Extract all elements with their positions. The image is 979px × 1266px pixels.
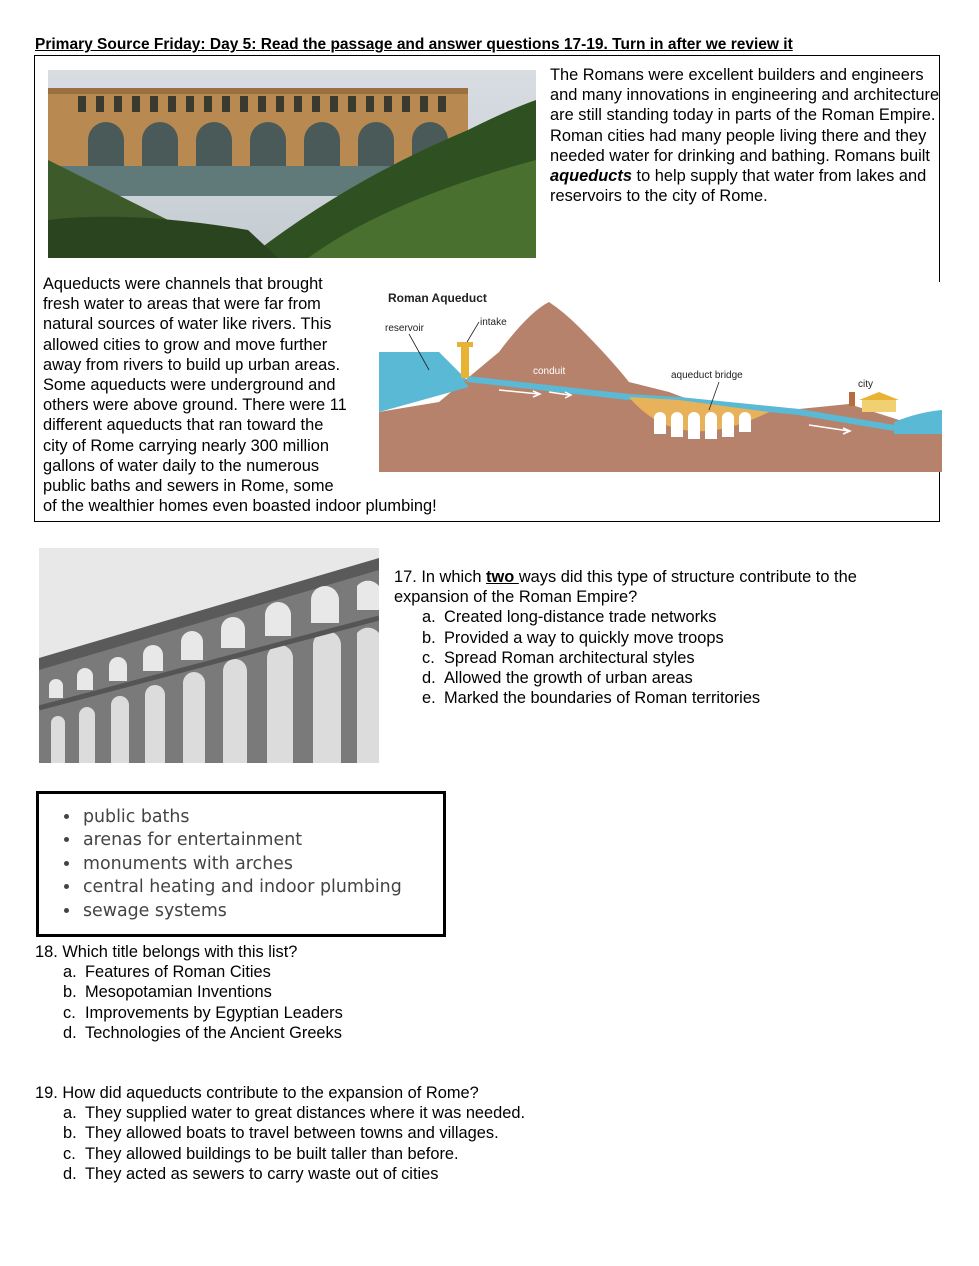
q17-option-d[interactable]: d. Allowed the growth of urban areas	[422, 669, 693, 688]
two-emphasis: two	[486, 568, 519, 586]
features-list-box	[36, 791, 446, 937]
list-item: • central heating and indoor plumbing	[81, 876, 443, 899]
q18-option-c[interactable]: c. Improvements by Egyptian Leaders	[63, 1003, 343, 1022]
question-17-prompt: 17. In which two ways did this type of structure contribute to the expansion of the Roman Empire?	[394, 568, 857, 607]
worksheet-title: Primary Source Friday: Day 5: Read the passage and answer questions 17-19. Turn in after we review it	[35, 36, 793, 53]
aqueduct-paragraph: Aqueducts were channels that brought fresh water to areas that were far from natural sources of water like rivers. This allowed cities to grow and move further away from rivers to build up urban areas. Some aqueducts were underground and others were above ground. There were 11 different aqueducts that ran toward the city of Rome carrying nearly 300 million gallons of water daily to the numerous public baths and sewers in Rome, some of the wealthier homes even boasted indoor plumbing!	[43, 275, 437, 516]
list-item: • public baths	[81, 806, 443, 829]
reservoir-label: reservoir	[385, 323, 424, 334]
q18-option-b[interactable]: b. Mesopotamian Inventions	[63, 983, 272, 1002]
q17-option-b[interactable]: b. Provided a way to quickly move troops	[422, 628, 724, 647]
list-item: • sewage systems	[81, 900, 443, 923]
q17-option-e[interactable]: e. Marked the boundaries of Roman territories	[422, 689, 761, 708]
aqueduct-arches-photo	[39, 548, 379, 763]
q19-option-a[interactable]: a. They supplied water to great distances where it was needed.	[63, 1104, 526, 1123]
roman-aqueduct-diagram	[379, 282, 942, 472]
question-17	[394, 567, 934, 708]
q19-option-d[interactable]: d. They acted as sewers to carry waste out of cities	[63, 1164, 439, 1183]
q17-option-a[interactable]: a. Created long-distance trade networks	[422, 608, 717, 627]
q17-option-c[interactable]: c. Spread Roman architectural styles	[422, 648, 695, 667]
conduit-label: conduit	[533, 366, 566, 377]
diagram-title: Roman Aqueduct	[388, 291, 487, 305]
list-item: • monuments with arches	[81, 853, 443, 876]
question-18-prompt: 18. Which title belongs with this list?	[35, 943, 298, 961]
q19-option-b[interactable]: b. They allowed boats to travel between towns and villages.	[63, 1124, 499, 1143]
aqueduct-bridge-photo	[48, 70, 536, 258]
city-label: city	[858, 379, 873, 390]
question-19	[35, 1083, 635, 1184]
q18-option-a[interactable]: a. Features of Roman Cities	[63, 963, 271, 982]
question-18	[35, 942, 595, 1043]
aqueduct-bridge-label: aqueduct bridge	[671, 370, 743, 381]
list-item: • arenas for entertainment	[81, 829, 443, 852]
q18-option-d[interactable]: d. Technologies of the Ancient Greeks	[63, 1023, 342, 1042]
q19-option-c[interactable]: c. They allowed buildings to be built taller than before.	[63, 1144, 459, 1163]
intake-label: intake	[480, 317, 507, 328]
aqueducts-term: aqueducts	[550, 167, 632, 186]
intro-paragraph: The Romans were excellent builders and engineers and many innovations in engineering and architecture are still standing today in parts of the Roman Empire. Roman cities had many people living there and they needed water for drinking and bathing. Romans built aqueducts to help supply that water from lakes and reservoirs to the city of Rome.	[550, 66, 940, 206]
question-19-prompt: 19. How did aqueducts contribute to the expansion of Rome?	[35, 1084, 479, 1102]
